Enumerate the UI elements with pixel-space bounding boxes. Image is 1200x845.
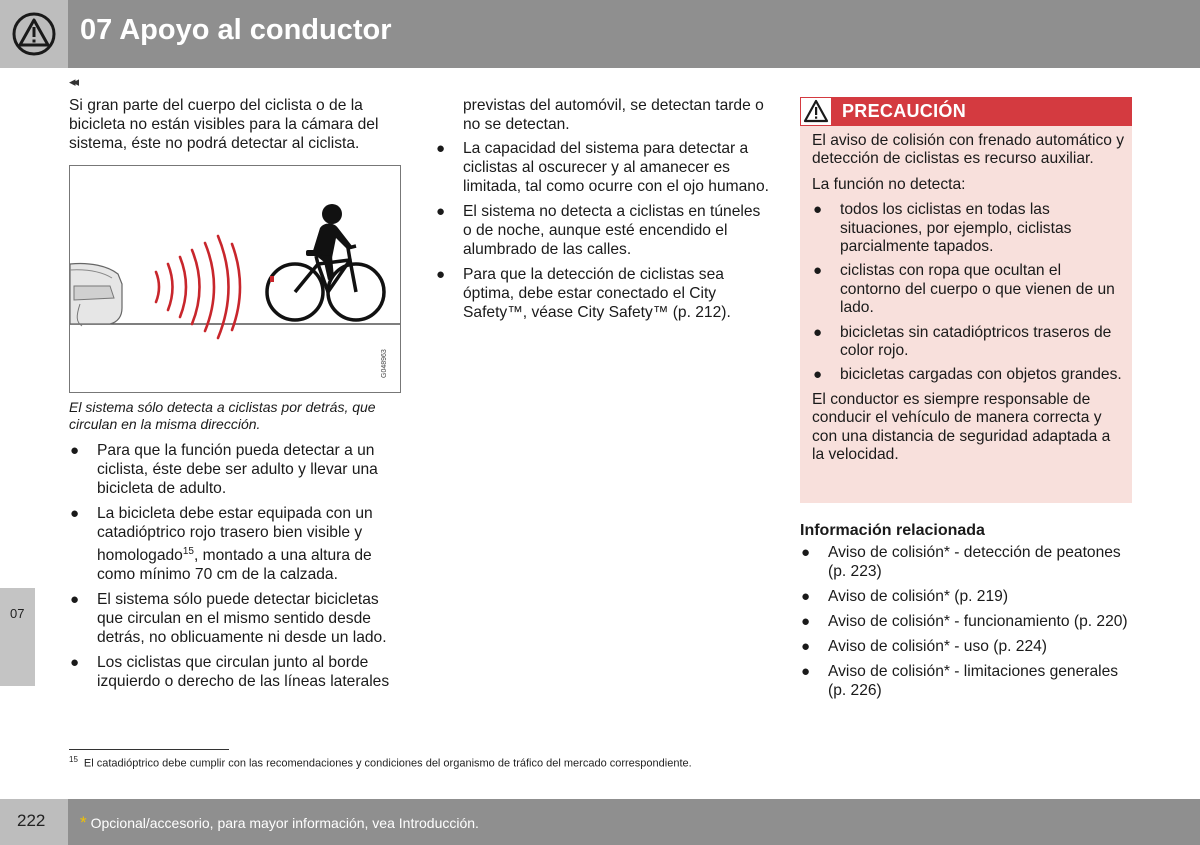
chapter-tab[interactable] [0,588,35,686]
column-1-bullets [69,441,404,697]
caution-body [812,132,1126,472]
list-item: ● Para que la detección de ciclistas sea óptima, debe estar conectado el City Safety™, véase City Safety™ (p. 212). [436,266,731,321]
warning-triangle-icon [12,12,56,56]
page-title: 07 Apoyo al conductor [80,14,392,46]
related-info-list [800,543,1135,706]
column-1-intro [69,96,404,153]
optional-star-icon: * [80,813,87,832]
chapter-header [0,0,1200,68]
related-link[interactable]: ● Aviso de colisión* (p. 219) [801,588,1009,605]
list-item: ● bicicletas cargadas con objetos grandes. [813,366,1122,384]
footnote-ref[interactable]: 15 [182,546,194,557]
header-icon-box [0,0,68,68]
list-item: ● todos los ciclistas en todas las situaciones, por ejemplo, ciclistas parcialmente tapados. [813,201,1072,256]
footer-note-text: Opcional/accesorio, para mayor información, vea Introducción. [90,815,479,831]
list-item: ● Los ciclistas que circulan junto al borde izquierdo o derecho de las líneas laterales [70,654,390,691]
caution-paragraph: El conductor es siempre responsable de conducir el vehículo de manera correcta y con una distancia de seguridad adaptada a la velocidad. [812,390,1111,464]
column-2 [435,96,770,328]
related-link[interactable]: ● Aviso de colisión* - uso (p. 224) [801,638,1048,655]
page-number: 222 [17,811,46,830]
footer-note [80,813,479,833]
related-info-title: Información relacionada [800,522,985,539]
caution-box [800,97,1132,503]
chapter-number: 07 [10,606,25,621]
caution-header [800,97,1132,126]
caution-paragraph: El aviso de colisión con frenado automático y detección de ciclistas es recurso auxiliar. [812,132,1125,168]
list-item: ● Para que la función pueda detectar a un ciclista, éste debe ser adulto y llevar una bicicleta de adulto. [70,442,378,497]
related-link[interactable]: ● Aviso de colisión* - detección de peatones (p. 223) [801,544,1121,580]
continuation-text: previstas del automóvil, se detectan tarde o no se detectan. [463,97,764,133]
list-item: ● El sistema no detecta a ciclistas en túneles o de noche, aunque esté encendido el alumbrado de las calles. [436,203,761,258]
footnote-text: El catadióptrico debe cumplir con las recomendaciones y condiciones del organismo de tráfico del mercado correspondiente. [83,757,692,770]
page-footer [0,799,1200,845]
intro-paragraph: Si gran parte del cuerpo del ciclista o de la bicicleta no están visibles para la cámara del sistema, éste no podrá detectar al ciclista. [69,97,379,152]
related-link[interactable]: ● Aviso de colisión* - funcionamiento (p. 220) [801,613,1128,630]
car-front-icon [70,263,122,326]
back-arrows-icon[interactable]: ◂◂ [69,74,77,89]
figure-code: G048963 [381,349,388,378]
footnote-divider [69,749,229,750]
list-item: ● El sistema sólo puede detectar bicicletas que circulan en el mismo sentido desde detrás, no oblicuamente ni desde un lado. [70,591,387,647]
list-item: ● La bicicleta debe estar equipada con un catadióptrico rojo trasero bien visible y homologado$^{15}$, montado a una altura de como mínimo 70 cm de la calzada. [70,505,373,584]
cyclist-detection-figure [69,165,401,393]
list-item: ● La capacidad del sistema para detectar a ciclistas al oscurecer y al amanecer es limitada, tal como ocurre con el ojo humano. [436,140,769,195]
list-item: ● bicicletas sin catadióptricos traseros de color rojo. [813,323,1112,360]
warning-triangle-icon [803,99,829,124]
caution-title: PRECAUCIÓN [842,101,967,121]
list-item: ● ciclistas con ropa que ocultan el contorno del cuerpo o que vienen de un lado. [813,262,1115,317]
related-link[interactable]: ● Aviso de colisión* - limitaciones generales (p. 226) [801,663,1119,699]
radar-signal-icon [156,236,240,338]
figure-caption: El sistema sólo detecta a ciclistas por detrás, que circulan en la misma dirección. [69,399,376,432]
caution-paragraph: La función no detecta: [812,175,966,193]
footnote-number: 15 [69,755,78,764]
caution-icon-box [800,97,832,126]
page-number-box [0,799,68,845]
cyclist-illustration [70,166,400,392]
footnote [69,755,692,770]
